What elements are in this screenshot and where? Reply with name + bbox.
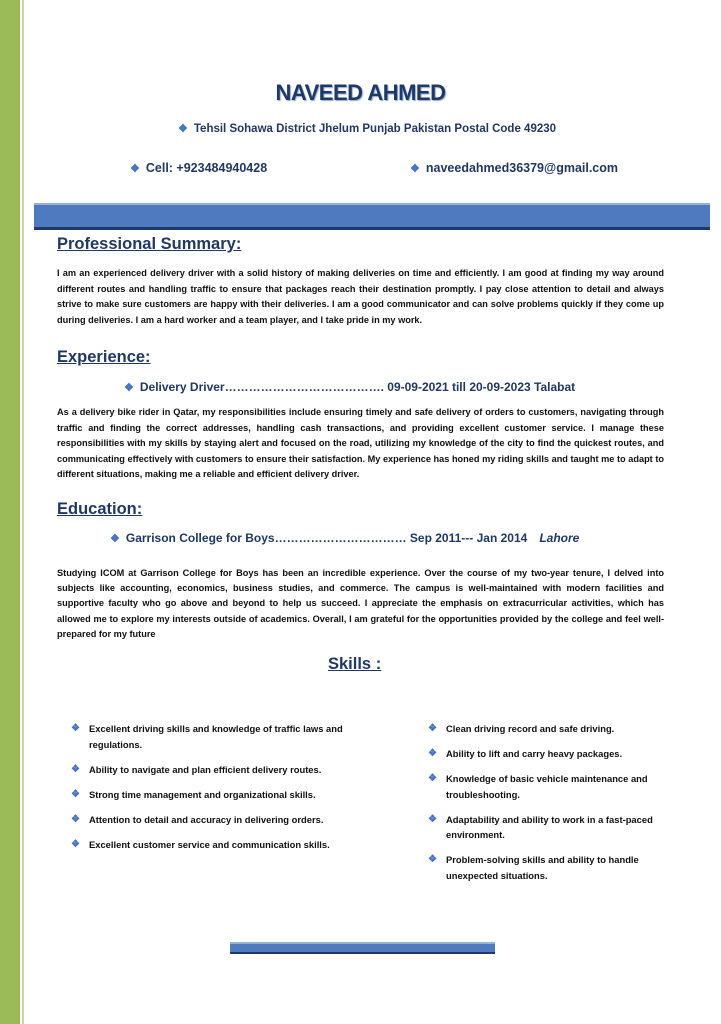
skill-text: Ability to lift and carry heavy packages. — [446, 747, 623, 759]
skill-text: Knowledge of basic vehicle maintenance and troubleshooting. — [446, 772, 648, 800]
skills-left-column — [71, 721, 371, 862]
education-line — [110, 531, 579, 545]
diamond-bullet-icon: ❖ — [428, 813, 437, 825]
candidate-name: NAVEED AHMED — [275, 80, 446, 105]
diamond-bullet-icon: ❖ — [71, 838, 80, 850]
list-item — [428, 746, 678, 762]
education-location: Lahore — [539, 531, 580, 545]
job-line — [124, 380, 575, 394]
summary-text: I am an experienced delivery driver with a solid history of making deliveries on time and efficiently. I am good at finding my way around different routes and handling traffic to ensure that packages reach their destination promptly. I pay close attention to detail and always strive to make sure customers are happy with their deliveries. I am a good communicator and can solve problems quickly if they come up during deliveries. I am a hard worker and a team player, and I take pride in my work. — [57, 268, 664, 325]
skill-text: Ability to navigate and plan efficient delivery routes. — [89, 763, 322, 775]
diamond-bullet-icon: ❖ — [428, 723, 437, 734]
skill-text: Attention to detail and accuracy in delivering orders. — [89, 813, 324, 825]
list-item — [428, 771, 678, 802]
experience-text: As a delivery bike rider in Qatar, my responsibilities include ensuring timely and safe delivery of orders to customers, navigating through traffic and finding the correct addresses, handling cash transactions, and providing excellent customer service. I manage these responsibilities with my skills by staying alert and focused on the road, utilizing my knowledge of the city to find the quickest routes, and communicating effectively with customers to ensure their satisfaction. My experience has honed my riding skills and taught me to adapt to different situations, making me a reliable and efficient delivery driver. — [57, 407, 664, 480]
list-item — [428, 812, 678, 843]
diamond-bullet-icon: ❖ — [71, 788, 80, 800]
cell-line — [130, 161, 267, 175]
left-accent-bar — [0, 0, 20, 1024]
email-line[interactable] — [410, 161, 618, 175]
diamond-bullet-icon: ❖ — [124, 382, 134, 394]
skills-right-column — [428, 721, 678, 893]
diamond-bullet-icon: ❖ — [71, 813, 80, 825]
education-text: Garrison College for Boys…………………………… Sep 2011--- Jan 2014 — [125, 531, 528, 545]
diamond-bullet-icon: ❖ — [410, 163, 420, 175]
diamond-bullet-icon: ❖ — [71, 763, 80, 775]
diamond-bullet-icon: ❖ — [71, 723, 80, 734]
list-item — [71, 721, 371, 752]
experience-heading: Experience: — [57, 348, 151, 366]
skill-text: Adaptability and ability to work in a fast-paced environment. — [446, 813, 653, 841]
skill-text: Excellent driving skills and knowledge of traffic laws and regulations. — [89, 723, 343, 750]
skill-text: Strong time management and organizational skills. — [89, 788, 316, 800]
job-text: Delivery Driver…………………………………. 09-09-2021 till 20-09-2023 Talabat — [139, 380, 576, 394]
header-divider-bar — [34, 203, 710, 230]
list-item — [428, 721, 678, 737]
address-text: Tehsil Sohawa District Jhelum Punjab Pakistan Postal Code 49230 — [193, 123, 557, 135]
list-item — [71, 812, 371, 828]
list-item — [71, 787, 371, 803]
diamond-bullet-icon: ❖ — [428, 747, 437, 759]
left-accent-line — [22, 0, 24, 1024]
skills-heading: Skills : — [328, 655, 382, 673]
diamond-bullet-icon: ❖ — [428, 854, 437, 866]
diamond-bullet-icon: ❖ — [130, 163, 140, 175]
cell-text: Cell: +923484940428 — [145, 161, 268, 175]
education-description: Studying ICOM at Garrison College for Boys has been an incredible experience. Over the course of my two-year tenure, I delved into subjects like accounting, economics, business studies, and commerce. The campus is well-maintained with modern facilities and supportive faculty who go above and beyond to help us succeed. I appreciate the emphasis on extracurricular activities, which has allowed me to explore my interests outside of academics. Overall, I am grateful for the opportunities provided by the college and feel well-prepared for my future — [57, 568, 664, 639]
email-text[interactable]: naveedahmed36379@gmail.com — [425, 161, 619, 175]
skill-text: Problem-solving skills and ability to handle unexpected situations. — [446, 854, 639, 881]
list-item — [428, 852, 678, 883]
list-item — [71, 837, 371, 853]
skill-text: Clean driving record and safe driving. — [446, 723, 615, 734]
list-item — [71, 762, 371, 778]
education-heading: Education: — [57, 500, 143, 518]
skill-text: Excellent customer service and communication skills. — [89, 838, 330, 850]
summary-heading: Professional Summary: — [57, 235, 242, 253]
footer-divider-bar — [230, 942, 495, 954]
diamond-bullet-icon: ❖ — [428, 772, 437, 784]
address-line — [178, 122, 556, 135]
diamond-bullet-icon: ❖ — [110, 533, 120, 545]
diamond-bullet-icon: ❖ — [178, 123, 188, 135]
